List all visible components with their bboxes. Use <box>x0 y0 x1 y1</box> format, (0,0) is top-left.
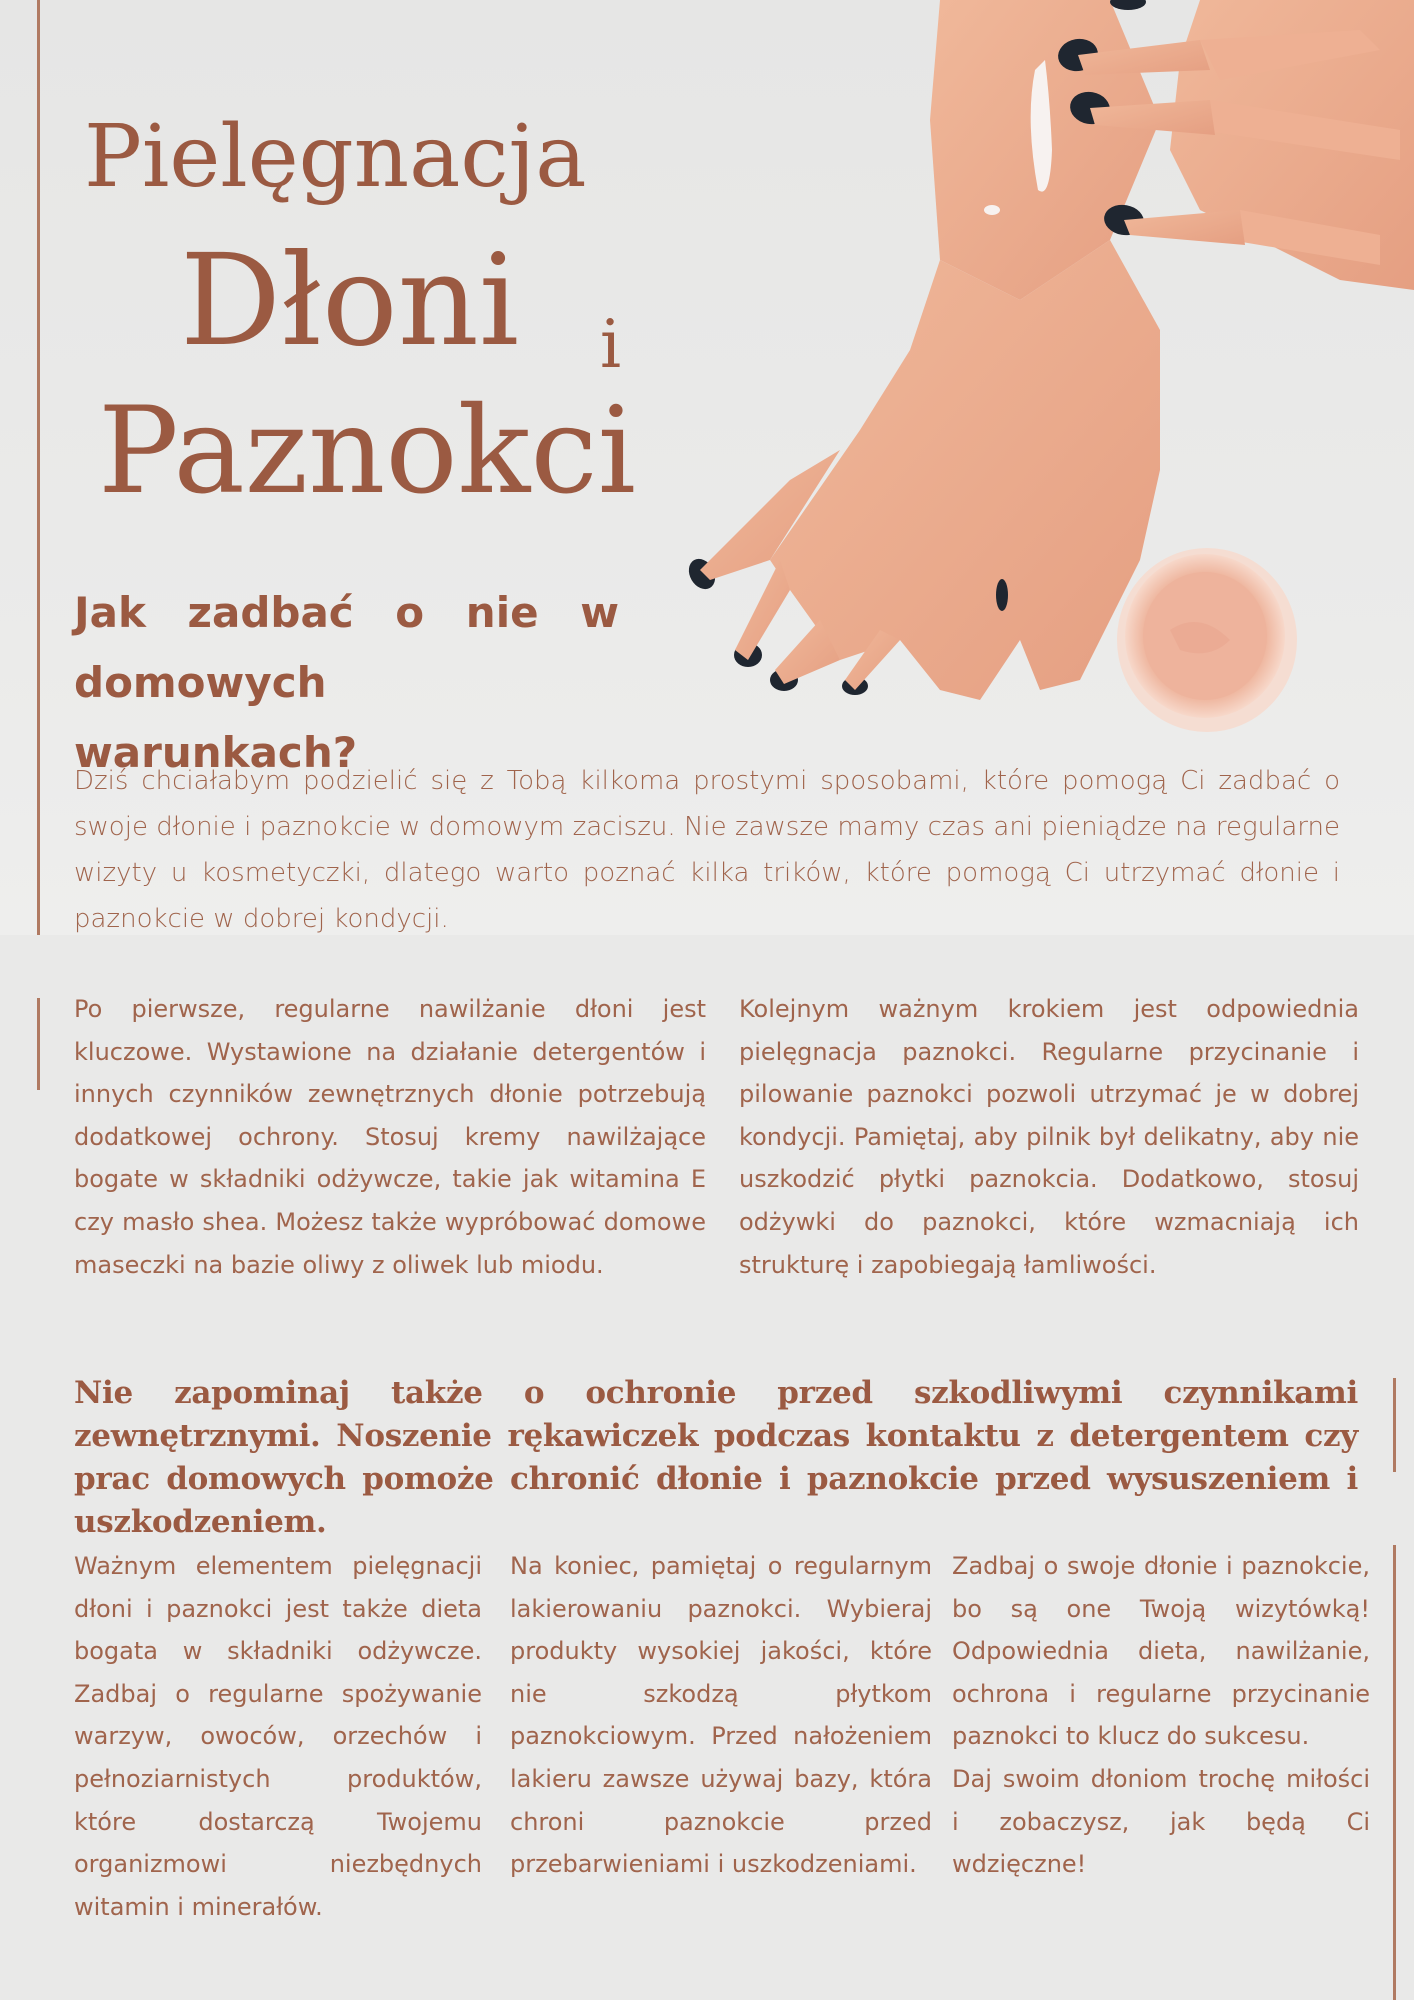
section1-right-paragraph: Kolejnym ważnym krokiem jest odpowiednia pielęgnacja paznokci. Regularne przycinanie i pilowanie paznokci pozwoli utrzymać je w dobrej kondycji. Pamiętaj, aby pilnik był delikatny, aby nie uszkodzić płytki paznokcia. Dodatkowo, stosuj odżywki do paznokci, które wzmacniają ich strukturę i zapobiegają łamliwości. <box>739 995 1359 1279</box>
title-line-1: Pielęgnacja <box>84 107 587 207</box>
highlight-quote: Nie zapominaj także o ochronie przed szkodliwymi czynnikami zewnętrznymi. Noszenie rękawiczek podczas kontaktu z detergentem czy prac domowych pomoże chronić dłonie i paznokcie przed wysuszeniem i uszkodzeniem. <box>74 1375 1358 1540</box>
section2-col3-paragraph-2: Daj swoim dłoniom trochę miłości i zobaczysz, jak będą Ci wdzięczne! <box>952 1764 1370 1879</box>
right-accent-line-bottom <box>1393 1545 1396 2000</box>
section2-col3 <box>952 1545 1370 1886</box>
section1-left-paragraph: Po pierwsze, regularne nawilżanie dłoni jest kluczowe. Wystawione na działanie detergentów i innych czynników zewnętrznych dłonie potrzebują dodatkowej ochrony. Stosuj kremy nawilżające bogate w składniki odżywcze, takie jak witamina E czy masło shea. Możesz także wypróbować domowe maseczki na bazie oliwy z oliwek lub miodu. <box>74 995 706 1279</box>
section2-col2-paragraph: Na koniec, pamiętaj o regularnym lakierowaniu paznokci. Wybieraj produkty wysokiej jakości, które nie szkodzą płytkom paznokciowym. Przed nałożeniem lakieru zawsze używaj bazy, która chroni paznokcie przed przebarwieniami i uszkodzeniami. <box>510 1552 932 1879</box>
section2-col3-paragraph-1: Zadbaj o swoje dłonie i paznokcie, bo są one Twoją wizytówką! Odpowiednia dieta, nawilżanie, ochrona i regularne przycinanie paznokci to klucz do sukcesu. <box>952 1552 1370 1751</box>
section2-col1-paragraph: Ważnym elementem pielęgnacji dłoni i paznokci jest także dieta bogata w składniki odżywcze. Zadbaj o regularne spożywanie warzyw, owoców, orzechów i pełnoziarnistych produktów, które dostarczą Twojemu organizmowi niezbędnych witamin i minerałów. <box>74 1552 482 1921</box>
title-line-3: Paznokci <box>98 382 636 521</box>
right-accent-line-quote <box>1393 1378 1396 1472</box>
title-conjunction: i <box>600 306 622 383</box>
title-line-2: Dłoni <box>180 227 520 374</box>
intro-paragraph: Dziś chciałabym podzielić się z Tobą kilkoma prostymi sposobami, które pomogą Ci zadbać o swoje dłonie i paznokcie w domowym zaciszu. Nie zawsze mamy czas ani pieniądze na regularne wizyty u kosmetyczki, dlatego warto poznać kilka trików, które pomogą Ci utrzymać dłonie i paznokcie w dobrej kondycji. <box>74 766 1340 934</box>
left-accent-line-top <box>37 0 40 935</box>
subtitle: Jak zadbać o nie w domowych warunkach? <box>74 588 619 777</box>
left-accent-line-mid <box>37 998 40 1090</box>
